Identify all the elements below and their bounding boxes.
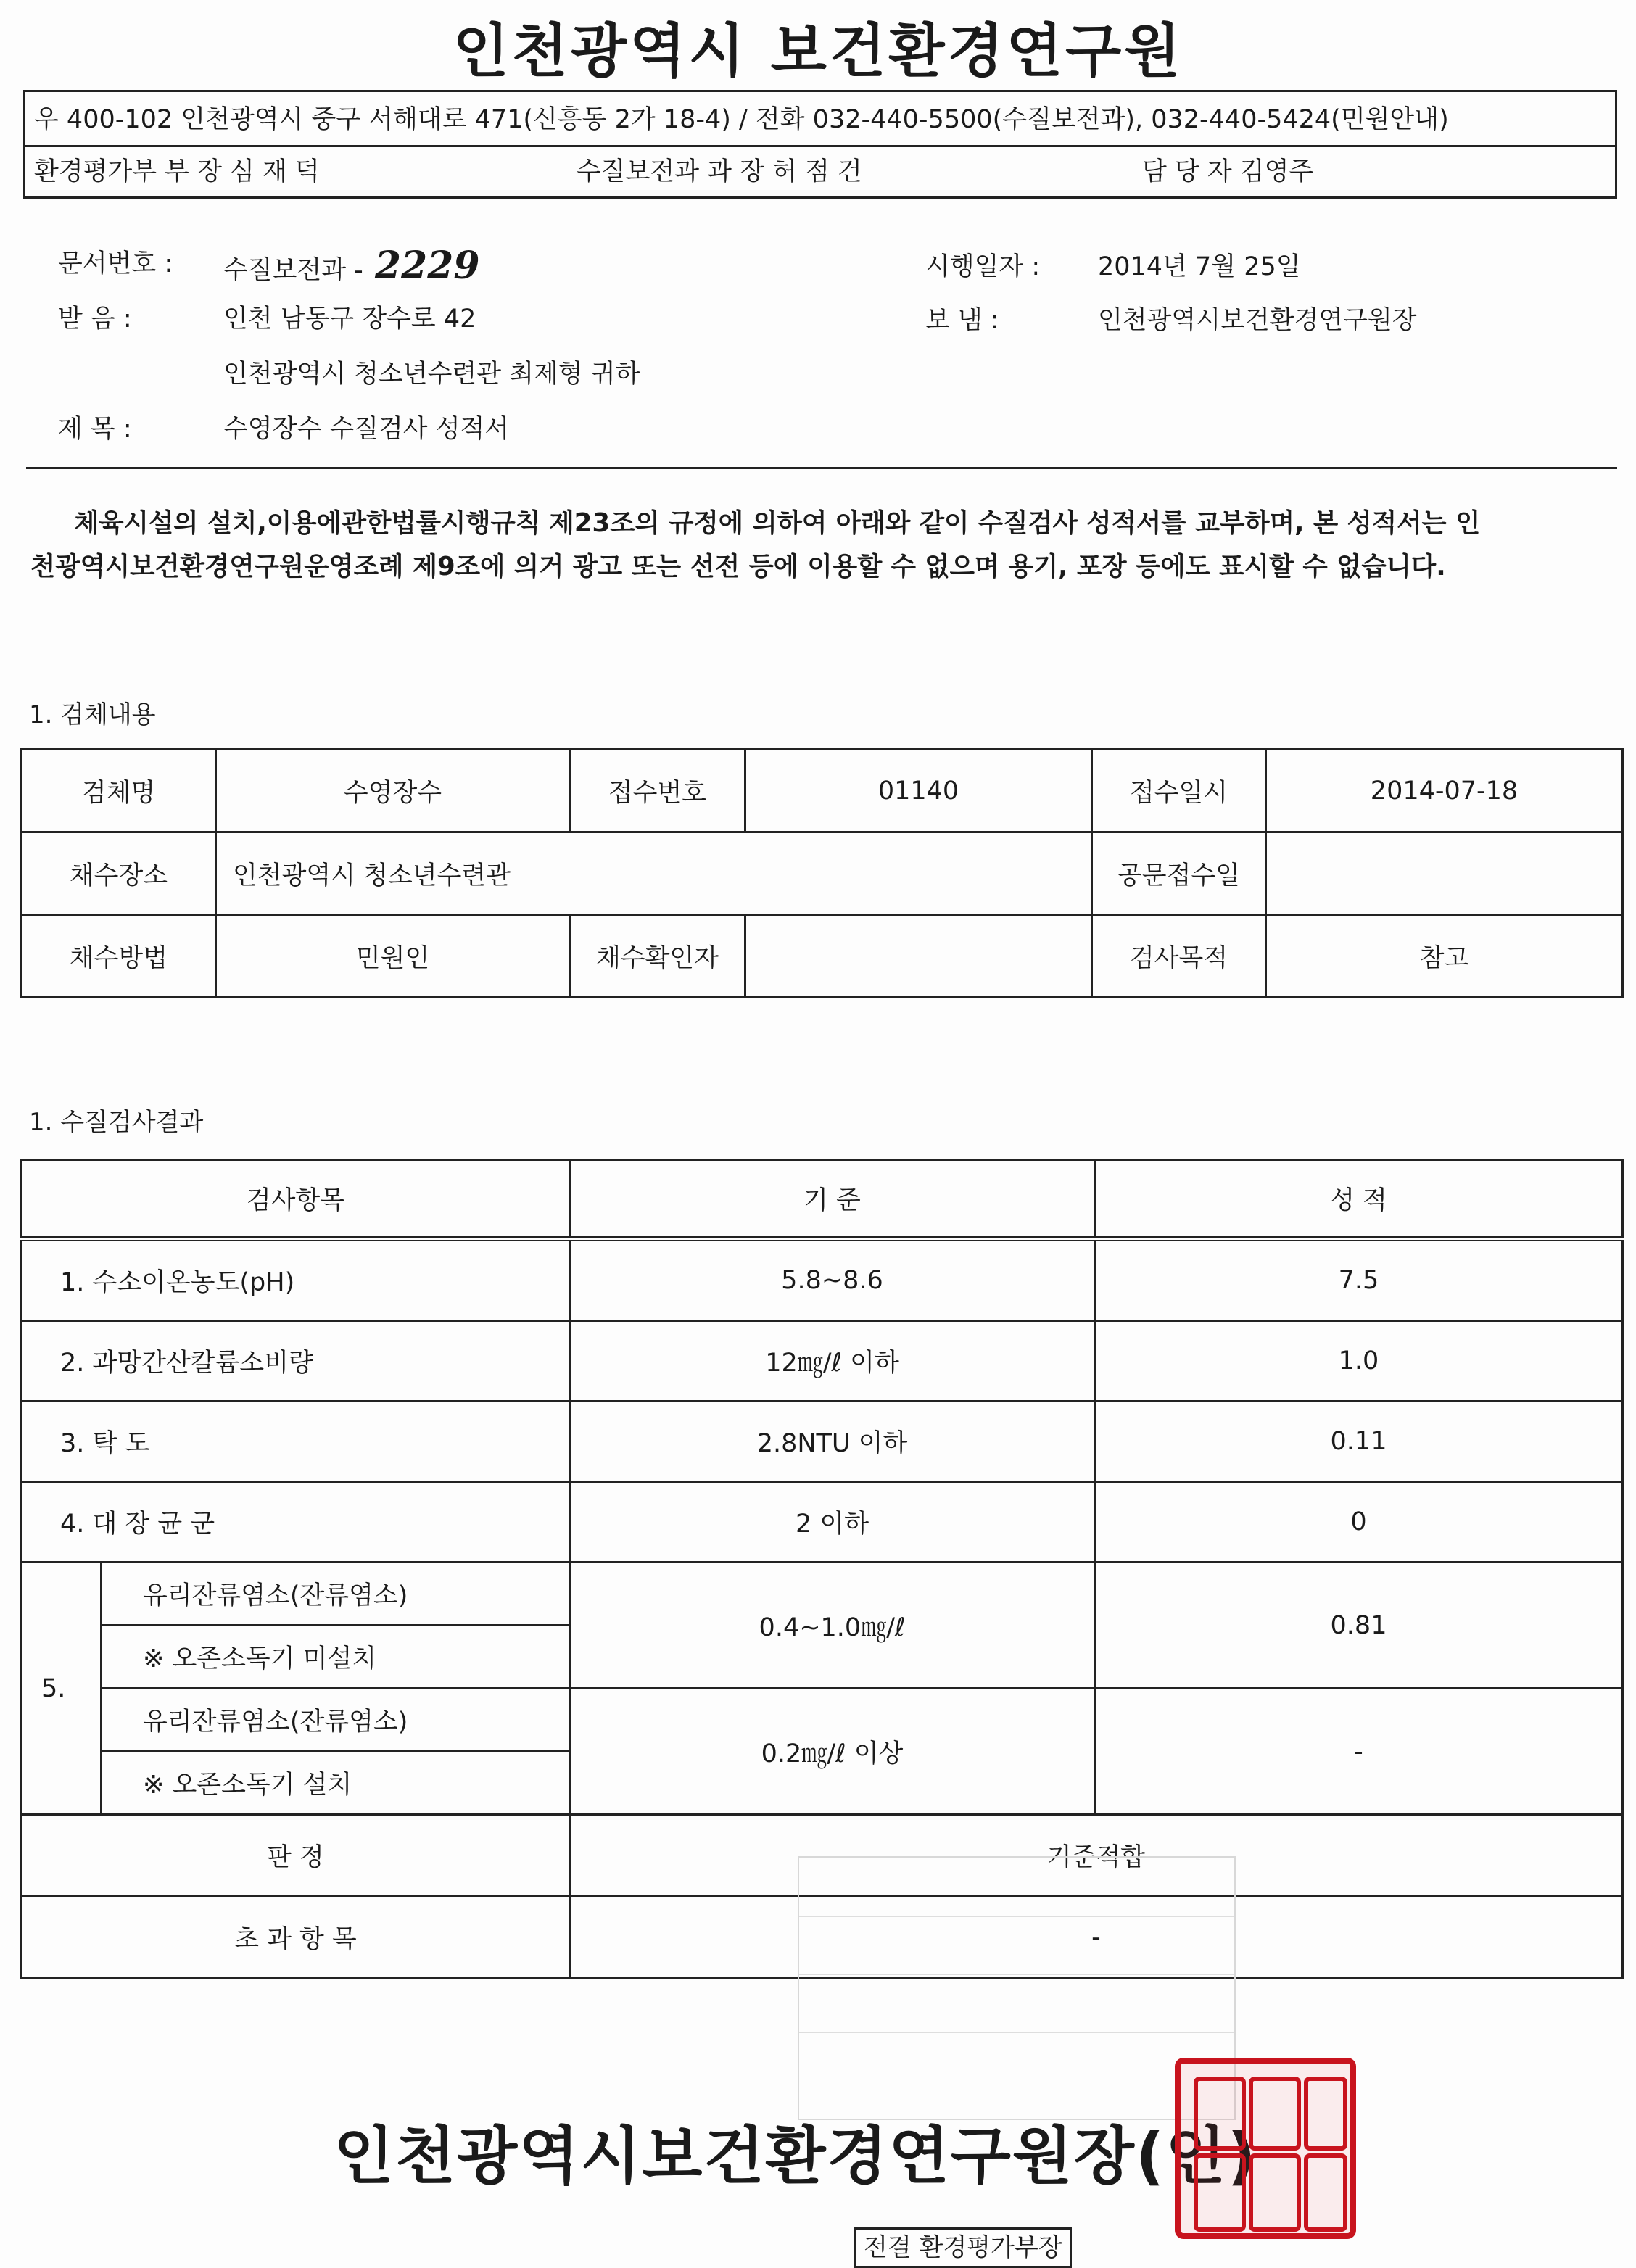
item5-number: 5. [22, 1563, 102, 1815]
recipient-name: 인천광역시 청소년수련관 최제형 귀하 [223, 360, 640, 389]
receipt-date-value: 2014-07-18 [1266, 750, 1623, 832]
sample-name-value: 수영장수 [216, 750, 570, 832]
item-turbidity-result: 0.11 [1095, 1402, 1623, 1482]
sender-value: 인천광역시보건환경연구원장 [1098, 306, 1417, 335]
section-result-title: 1. 수질검사결과 [29, 1108, 204, 1137]
staff-head: 환경평가부 부 장 심 재 덕 [34, 157, 320, 186]
address-box [23, 90, 1617, 199]
item5b-note: ※ 오존소독기 설치 [102, 1752, 570, 1815]
receipt-date-label: 접수일시 [1092, 750, 1266, 832]
table-row [22, 1563, 1623, 1626]
receipt-number-label: 접수번호 [570, 750, 745, 832]
date-value: 2014년 7월 25일 [1098, 252, 1301, 281]
judgement-value: 기준적합 [570, 1815, 1623, 1897]
item-ph-name: 1. 수소이온농도(pH) [22, 1239, 570, 1321]
sampling-place-value: 인천광역시 청소년수련관 [216, 832, 1092, 915]
exceed-value: - [570, 1897, 1623, 1979]
item-coliform-standard: 2 이하 [570, 1482, 1095, 1563]
judgement-label: 판 정 [22, 1815, 570, 1897]
item-coliform-result: 0 [1095, 1482, 1623, 1563]
table-row [22, 1160, 1623, 1239]
table-row [22, 1689, 1623, 1752]
sender-label: 보 냄 : [925, 306, 999, 335]
table-row [22, 1321, 1623, 1402]
issuer-signature: 인천광역시보건환경연구원장(인) [334, 2120, 1257, 2193]
item5b-name: 유리잔류염소(잔류염소) [102, 1689, 570, 1752]
header-standard: 기 준 [570, 1160, 1095, 1239]
table-row [22, 1239, 1623, 1321]
document-title: 인천광역시 보건환경연구원 [453, 17, 1183, 85]
sampling-method-value: 민원인 [216, 915, 570, 998]
item-kmno4-result: 1.0 [1095, 1321, 1623, 1402]
staff-chief: 수질보전과 과 장 허 점 건 [577, 157, 862, 186]
table-row [22, 1482, 1623, 1563]
exceed-label: 초 과 항 목 [22, 1897, 570, 1979]
staff-officer: 담 당 자 김영주 [1142, 157, 1314, 186]
item5a-result: 0.81 [1095, 1563, 1623, 1689]
item-kmno4-standard: 12㎎/ℓ 이하 [570, 1321, 1095, 1402]
sample-info-table [20, 748, 1624, 998]
recipient-label: 받 음 : [58, 305, 132, 334]
item5a-note: ※ 오존소독기 미설치 [102, 1626, 570, 1689]
purpose-value: 참고 [1266, 915, 1623, 998]
receipt-number-value: 01140 [745, 750, 1092, 832]
item5b-result: - [1095, 1689, 1623, 1815]
table-row [22, 832, 1623, 915]
subject-value: 수영장수 수질검사 성적서 [223, 415, 510, 444]
notice-line-1: 체육시설의 설치,이용에관한법률시행규칙 제23조의 규정에 의하여 아래와 같이 수질검사 성적서를 교부하며, 본 성적서는 인 [74, 508, 1481, 538]
sampler-label: 채수확인자 [570, 915, 745, 998]
item5a-standard: 0.4~1.0㎎/ℓ [570, 1563, 1095, 1689]
notice-paragraph [30, 502, 1619, 589]
item-ph-standard: 5.8~8.6 [570, 1239, 1095, 1321]
official-receipt-label: 공문접수일 [1092, 832, 1266, 915]
item-coliform-name: 4. 대 장 균 군 [22, 1482, 570, 1563]
section-sample-title: 1. 검체내용 [29, 700, 156, 729]
doc-number-handwritten: 2229 [374, 244, 480, 288]
item-ph-result: 7.5 [1095, 1239, 1623, 1321]
item5b-standard: 0.2㎎/ℓ 이상 [570, 1689, 1095, 1815]
sampler-value [745, 915, 1092, 998]
purpose-label: 검사목적 [1092, 915, 1266, 998]
table-row [22, 915, 1623, 998]
faint-background-stamp [798, 1856, 1236, 2120]
doc-number-label: 문서번호 : [58, 249, 173, 278]
header-item: 검사항목 [22, 1160, 570, 1239]
subject-label: 제 목 : [58, 415, 132, 444]
item-kmno4-name: 2. 과망간산칼륨소비량 [22, 1321, 570, 1402]
table-row [22, 1402, 1623, 1482]
date-label: 시행일자 : [925, 252, 1041, 281]
item5a-name: 유리잔류염소(잔류염소) [102, 1563, 570, 1626]
sampling-place-label: 채수장소 [22, 832, 216, 915]
table-row [22, 750, 1623, 832]
recipient-address: 인천 남동구 장수로 42 [223, 305, 476, 334]
doc-number-value: 수질보전과 - [223, 256, 363, 285]
item-turbidity-name: 3. 탁 도 [22, 1402, 570, 1482]
sampling-method-label: 채수방법 [22, 915, 216, 998]
official-receipt-value [1266, 832, 1623, 915]
notice-line-2: 천광역시보건환경연구원운영조례 제9조에 의거 광고 또는 선전 등에 이용할 수 없으며 용기, 포장 등에도 표시할 수 없습니다. [30, 552, 1446, 582]
header-result: 성 적 [1095, 1160, 1623, 1239]
sample-name-label: 검체명 [22, 750, 216, 832]
header-divider [26, 467, 1617, 469]
address-line: 우 400-102 인천광역시 중구 서해대로 471(신흥동 2가 18-4) / 전화 032-440-5500(수질보전과), 032-440-5424(민원안내) [25, 92, 1615, 147]
item-turbidity-standard: 2.8NTU 이하 [570, 1402, 1095, 1482]
official-seal [1175, 2058, 1356, 2239]
doc-number [223, 244, 480, 288]
delegation-box: 전결 환경평가부장 [854, 2227, 1072, 2268]
